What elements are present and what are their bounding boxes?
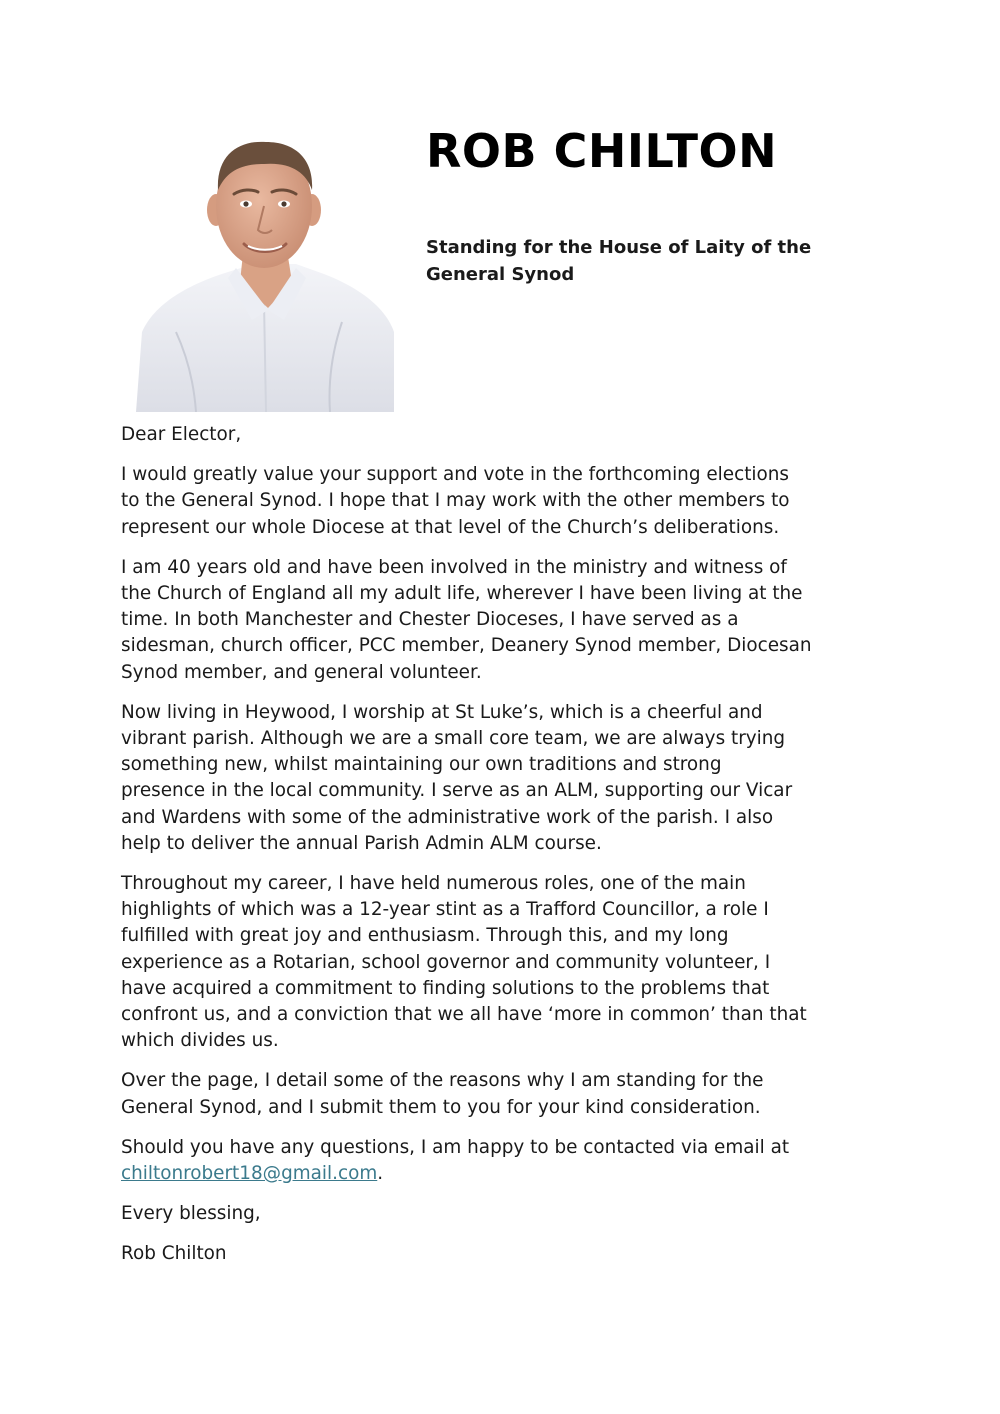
paragraph-parish <box>121 700 886 857</box>
letter-line: experience as a Rotarian, school governor and community volunteer, I <box>121 951 771 973</box>
signature-text: Rob Chilton <box>121 1243 227 1265</box>
letter-line: I am 40 years old and have been involved in the ministry and witness of <box>121 556 787 578</box>
candidate-name: ROB CHILTON <box>426 124 778 178</box>
letter-line: Synod member, and general volunteer. <box>121 661 482 683</box>
letter-line: presence in the local community. I serve as an ALM, supporting our Vicar <box>121 780 793 802</box>
letter-line: and Wardens with some of the administrative work of the parish. I also <box>121 806 774 828</box>
contact-trailing: . <box>377 1163 384 1185</box>
paragraph-background <box>121 555 886 686</box>
paragraph-career <box>121 871 886 1054</box>
letter-line: Over the page, I detail some of the reasons why I am standing for the <box>121 1070 764 1092</box>
letter-line: something new, whilst maintaining our own traditions and strong <box>121 754 722 776</box>
email-link[interactable]: chiltonrobert18@gmail.com <box>121 1163 378 1185</box>
letter-line: have acquired a commitment to finding solutions to the problems that <box>121 977 770 999</box>
salutation <box>121 422 886 448</box>
closing <box>121 1201 886 1227</box>
paragraph-intro <box>121 462 886 541</box>
letter-line: time. In both Manchester and Chester Dioceses, I have served as a <box>121 609 739 631</box>
signature <box>121 1241 886 1267</box>
contact-email-line <box>121 1161 886 1187</box>
letter-line: vibrant parish. Although we are a small core team, we are always trying <box>121 728 786 750</box>
letter-line: highlights of which was a 12-year stint as a Trafford Councillor, a role I <box>121 899 769 921</box>
election-letter <box>121 422 886 1282</box>
letter-line: fulfilled with great joy and enthusiasm. Through this, and my long <box>121 925 729 947</box>
paragraph-contact <box>121 1135 886 1187</box>
letter-line: to the General Synod. I hope that I may work with the other members to <box>121 490 790 512</box>
salutation-text: Dear Elector, <box>121 424 242 445</box>
letter-line: represent our whole Diocese at that level of the Church’s deliberations. <box>121 516 780 538</box>
letter-line: which divides us. <box>121 1030 279 1052</box>
candidate-photo <box>136 132 394 412</box>
contact-line: Should you have any questions, I am happy to be contacted via email at <box>121 1136 790 1158</box>
letter-line: Now living in Heywood, I worship at St Luke’s, which is a cheerful and <box>121 701 763 723</box>
candidate-subtitle <box>426 235 876 288</box>
letter-line: Throughout my career, I have held numerous roles, one of the main <box>121 873 746 895</box>
letter-line: confront us, and a conviction that we all have ‘more in common’ than that <box>121 1004 807 1026</box>
letter-line: sidesman, church officer, PCC member, Deanery Synod member, Diocesan <box>121 635 812 657</box>
letter-line: the Church of England all my adult life, wherever I have been living at the <box>121 583 803 605</box>
closing-text: Every blessing, <box>121 1203 261 1225</box>
letter-line: General Synod, and I submit them to you for your kind consideration. <box>121 1096 761 1118</box>
subtitle-line: Standing for the House of Laity of the <box>426 237 812 258</box>
paragraph-reasons <box>121 1068 886 1120</box>
letter-line: help to deliver the annual Parish Admin ALM course. <box>121 832 602 854</box>
subtitle-line: General Synod <box>426 263 575 285</box>
letter-line: I would greatly value your support and vote in the forthcoming elections <box>121 464 790 486</box>
